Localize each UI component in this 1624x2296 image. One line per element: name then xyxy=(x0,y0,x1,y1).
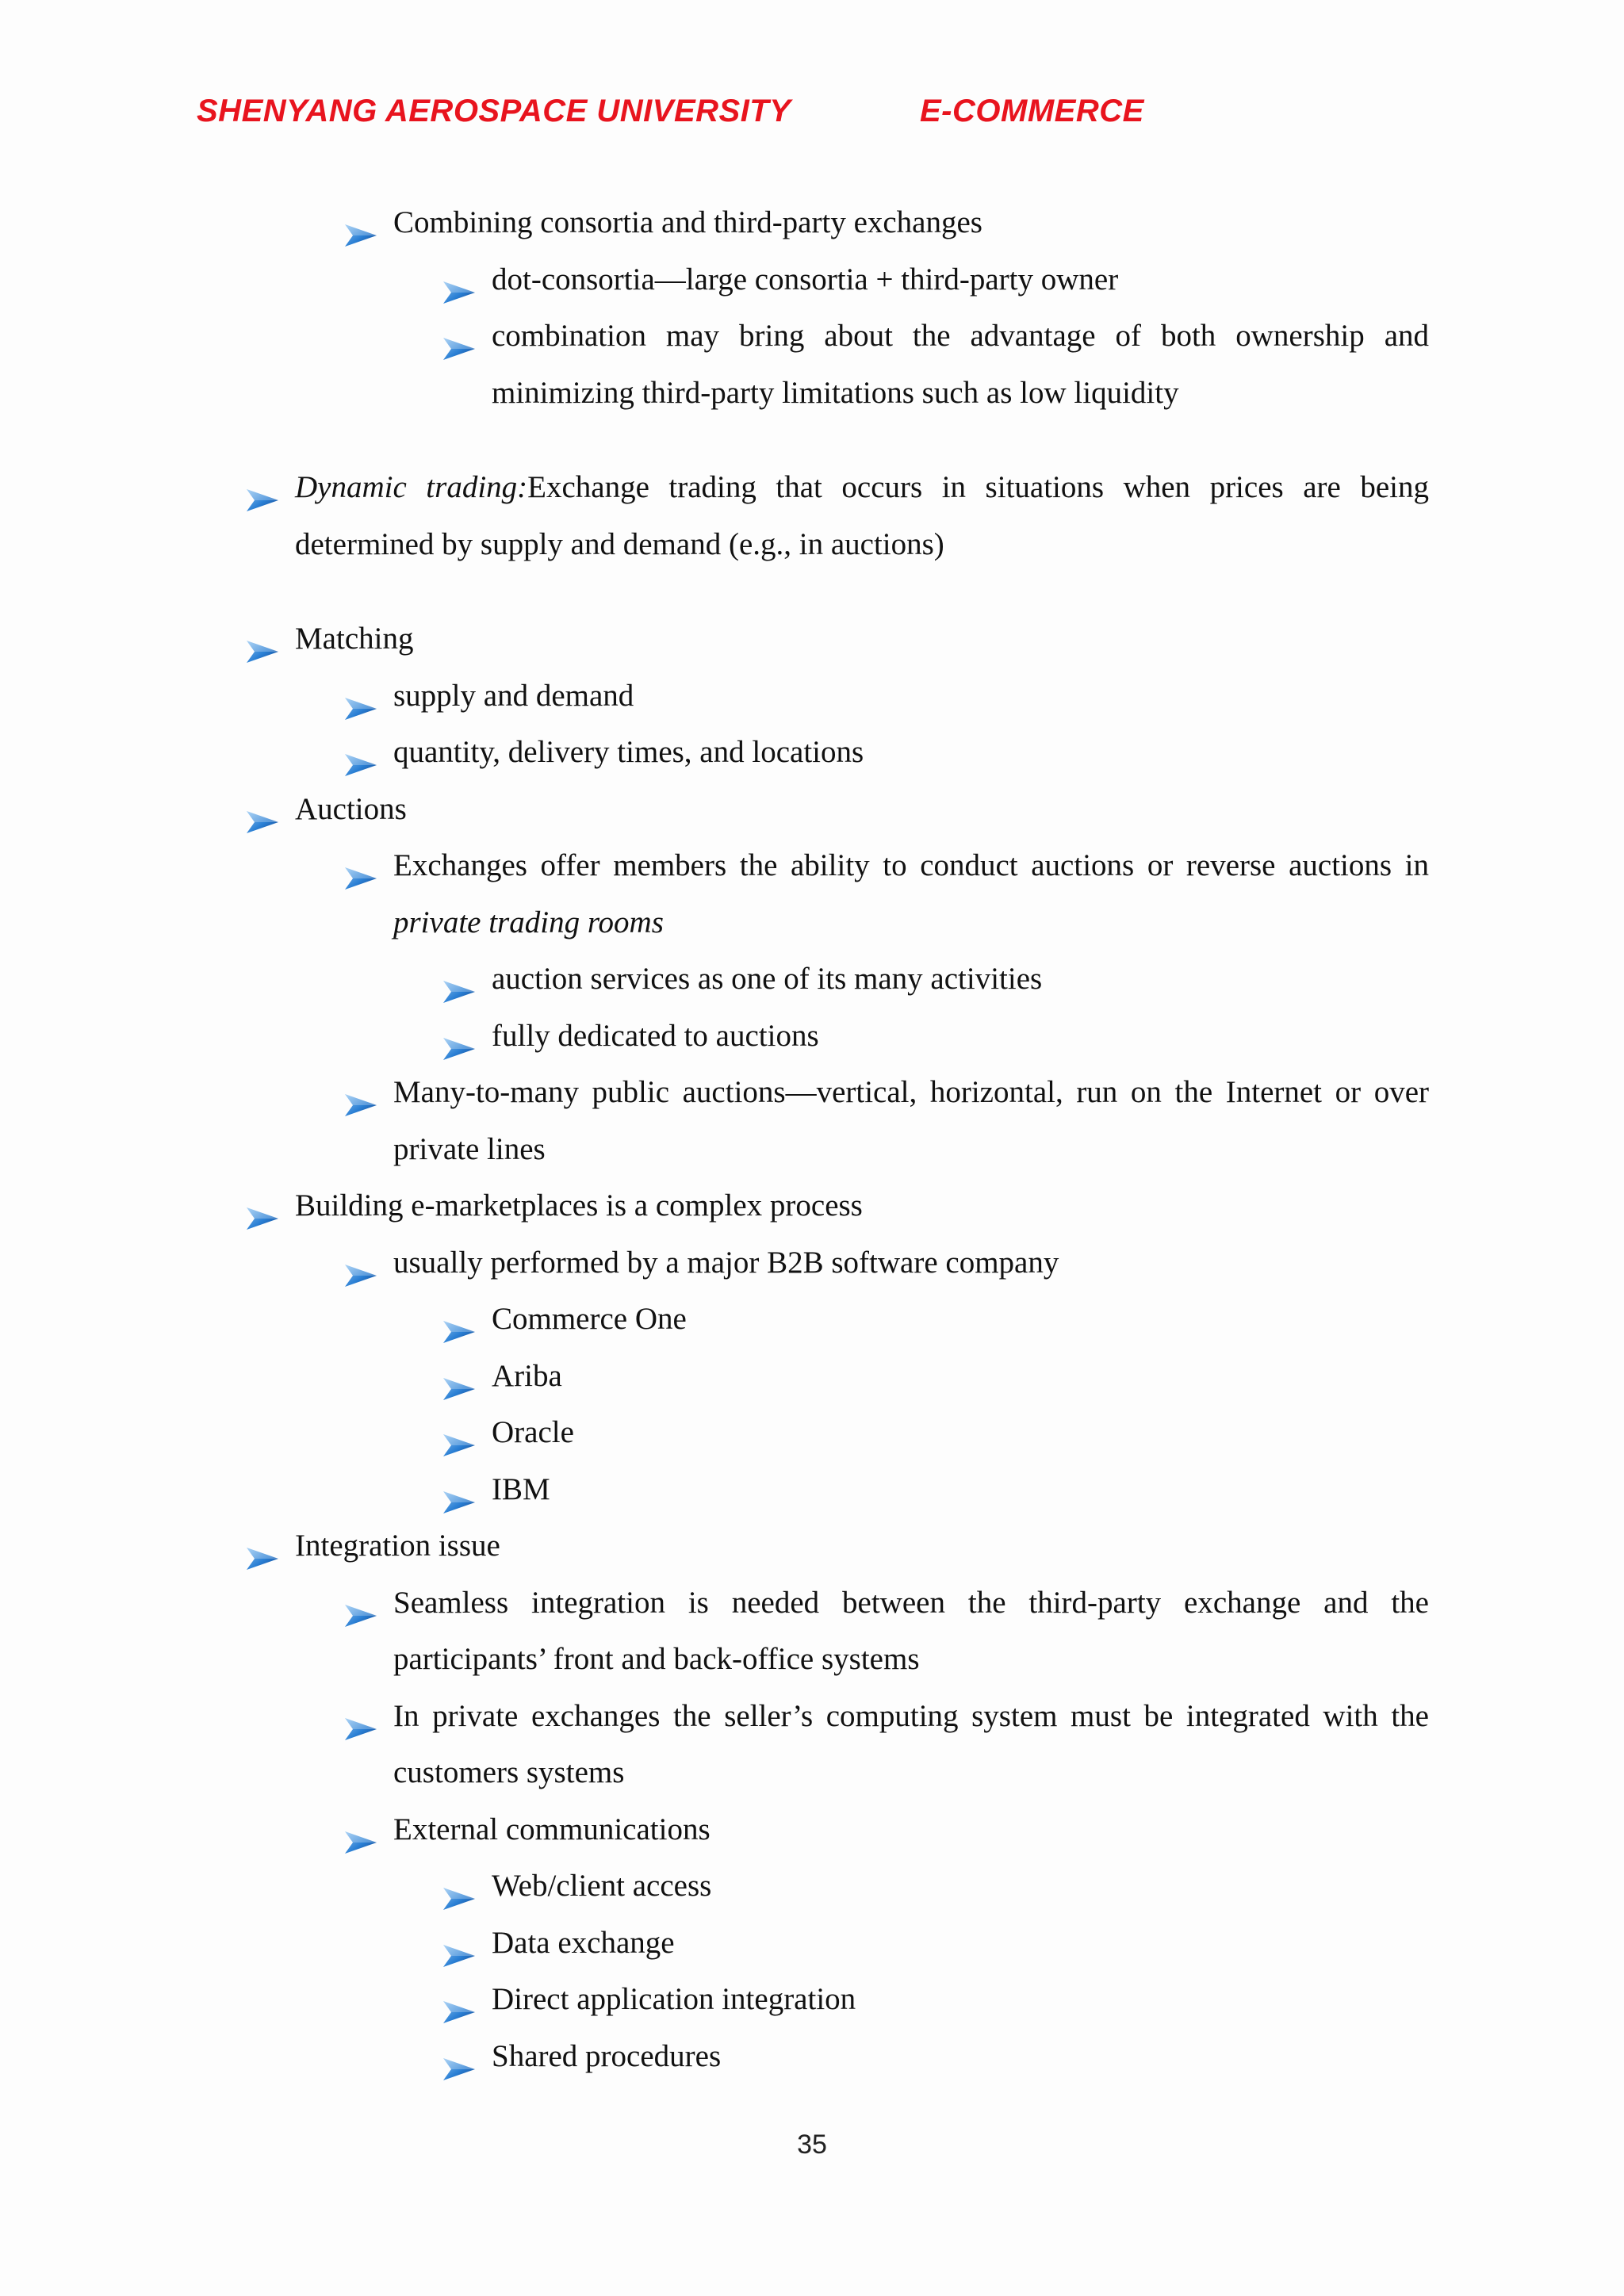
emphasized-term: Dynamic trading: xyxy=(295,470,528,504)
arrow-bullet-icon xyxy=(343,853,378,878)
list-item-level-3 xyxy=(492,2028,1429,2085)
item-body-text: Building e-marketplaces is a complex process xyxy=(295,1188,863,1223)
list-item-text xyxy=(393,1801,1429,1858)
list-item-level-2 xyxy=(393,1688,1429,1801)
list-item-level-1 xyxy=(295,781,1429,838)
list-item-text xyxy=(393,1234,1429,1292)
arrow-bullet-icon xyxy=(343,1080,378,1105)
list-item-text xyxy=(393,194,1429,251)
list-item-text xyxy=(393,1064,1429,1177)
list-item-text xyxy=(295,1177,1429,1234)
list-item-level-2 xyxy=(393,837,1429,951)
list-item-text xyxy=(295,459,1429,572)
item-body-text: Data exchange xyxy=(492,1925,675,1960)
arrow-bullet-icon xyxy=(343,1817,378,1843)
item-body-text: Exchange trading that occurs in situations when prices are being determined by supply and demand (e.g., in auctions) xyxy=(295,470,1429,561)
arrow-bullet-icon xyxy=(343,1590,378,1616)
item-body-text: Direct application integration xyxy=(492,1982,856,2016)
list-item-text xyxy=(492,2028,1429,2085)
list-item-level-3 xyxy=(492,1008,1429,1065)
item-body-text: Matching xyxy=(295,622,414,656)
item-body-text: IBM xyxy=(492,1471,550,1506)
list-item-level-1 xyxy=(295,459,1429,572)
item-body-text: usually performed by a major B2B software company xyxy=(393,1245,1059,1280)
list-item-level-3 xyxy=(492,1404,1429,1461)
list-item-level-3 xyxy=(492,1461,1429,1518)
item-body-text: In private exchanges the seller’s computing system must be integrated with the customers systems xyxy=(393,1698,1429,1789)
arrow-bullet-icon xyxy=(343,740,378,765)
item-body-text: Exchanges offer members the ability to conduct auctions or reverse auctions in xyxy=(393,848,1429,882)
section-gap xyxy=(0,572,1624,610)
list-item-level-1 xyxy=(295,610,1429,668)
list-item-level-3 xyxy=(492,308,1429,421)
item-body-text: auction services as one of its many activities xyxy=(492,962,1043,996)
list-item-text xyxy=(492,1858,1429,1915)
list-item-text xyxy=(492,1971,1429,2028)
item-body-text: Ariba xyxy=(492,1358,562,1393)
list-item-text xyxy=(492,1404,1429,1461)
list-item-level-1 xyxy=(295,1177,1429,1234)
list-item-text xyxy=(393,1688,1429,1801)
arrow-bullet-icon xyxy=(343,1704,378,1729)
list-item-text xyxy=(393,1575,1429,1688)
list-item-level-3 xyxy=(492,1971,1429,2028)
item-body-text: External communications xyxy=(393,1812,710,1846)
item-body-text: Commerce One xyxy=(492,1302,687,1336)
list-item-text xyxy=(393,724,1429,781)
list-item-text xyxy=(295,781,1429,838)
item-body-text: Seamless integration is needed between the third-party exchange and the participants’ front and back-office systems xyxy=(393,1585,1429,1676)
list-item-level-3 xyxy=(492,1348,1429,1405)
item-body-text: Web/client access xyxy=(492,1869,712,1903)
list-item-text xyxy=(492,1291,1429,1348)
list-item-text xyxy=(492,1348,1429,1405)
list-item-level-3 xyxy=(492,1915,1429,1972)
arrow-bullet-icon xyxy=(442,2044,477,2069)
arrow-bullet-icon xyxy=(442,1364,477,1389)
list-item-level-3 xyxy=(492,1291,1429,1348)
list-item-text xyxy=(295,610,1429,668)
arrow-bullet-icon xyxy=(442,267,477,293)
header-university: SHENYANG AEROSPACE UNIVERSITY xyxy=(197,94,791,128)
item-body-text: Auctions xyxy=(295,791,407,826)
item-body-text: Shared procedures xyxy=(492,2038,722,2073)
item-body-text: dot-consortia—large consortia + third-party owner xyxy=(492,262,1119,297)
list-item-level-2 xyxy=(393,724,1429,781)
list-item-text xyxy=(492,1915,1429,1972)
item-body-text: combination may bring about the advantage of both ownership and minimizing third-party limitations such as low liquidity xyxy=(492,319,1429,410)
arrow-bullet-icon xyxy=(343,683,378,709)
list-item-level-2 xyxy=(393,194,1429,251)
list-item-text xyxy=(492,951,1429,1008)
list-item-text xyxy=(492,1461,1429,1518)
arrow-bullet-icon xyxy=(442,1477,477,1502)
item-body-text: Integration issue xyxy=(295,1529,500,1563)
list-item-text xyxy=(393,668,1429,725)
arrow-bullet-icon xyxy=(442,1873,477,1899)
item-body-text: fully dedicated to auctions xyxy=(492,1018,819,1053)
arrow-bullet-icon xyxy=(442,1420,477,1445)
arrow-bullet-icon xyxy=(245,1533,280,1559)
list-item-level-3 xyxy=(492,251,1429,308)
list-item-level-2 xyxy=(393,1064,1429,1177)
page-number: 35 xyxy=(797,2130,827,2160)
list-item-text xyxy=(393,837,1429,951)
arrow-bullet-icon xyxy=(343,1250,378,1276)
item-body-text: Oracle xyxy=(492,1415,574,1449)
arrow-bullet-icon xyxy=(245,626,280,652)
list-item-level-2 xyxy=(393,1801,1429,1858)
arrow-bullet-icon xyxy=(442,323,477,349)
list-item-level-3 xyxy=(492,951,1429,1008)
list-item-level-3 xyxy=(492,1858,1429,1915)
header-course: E-COMMERCE xyxy=(920,94,1144,128)
emphasized-term: private trading rooms xyxy=(393,905,664,939)
item-body-text: Many-to-many public auctions—vertical, horizontal, run on the Internet or over private lines xyxy=(393,1075,1429,1166)
item-body-text: quantity, delivery times, and locations xyxy=(393,735,864,769)
arrow-bullet-icon xyxy=(442,1307,477,1332)
arrow-bullet-icon xyxy=(442,1024,477,1049)
list-item-level-2 xyxy=(393,668,1429,725)
page-header xyxy=(197,94,1434,141)
arrow-bullet-icon xyxy=(245,475,280,500)
arrow-bullet-icon xyxy=(442,966,477,992)
list-item-level-2 xyxy=(393,1234,1429,1292)
arrow-bullet-icon xyxy=(245,1193,280,1219)
list-item-text xyxy=(492,1008,1429,1065)
arrow-bullet-icon xyxy=(343,210,378,235)
list-item-level-1 xyxy=(295,1517,1429,1575)
section-gap xyxy=(0,421,1624,459)
page-content xyxy=(0,194,1624,2084)
list-item-text xyxy=(492,308,1429,421)
list-item-text xyxy=(492,251,1429,308)
item-body-text: Combining consortia and third-party exchanges xyxy=(393,205,982,239)
arrow-bullet-icon xyxy=(442,1931,477,1956)
item-body-text: supply and demand xyxy=(393,678,634,713)
list-item-level-2 xyxy=(393,1575,1429,1688)
arrow-bullet-icon xyxy=(245,797,280,822)
list-item-text xyxy=(295,1517,1429,1575)
arrow-bullet-icon xyxy=(442,1987,477,2012)
